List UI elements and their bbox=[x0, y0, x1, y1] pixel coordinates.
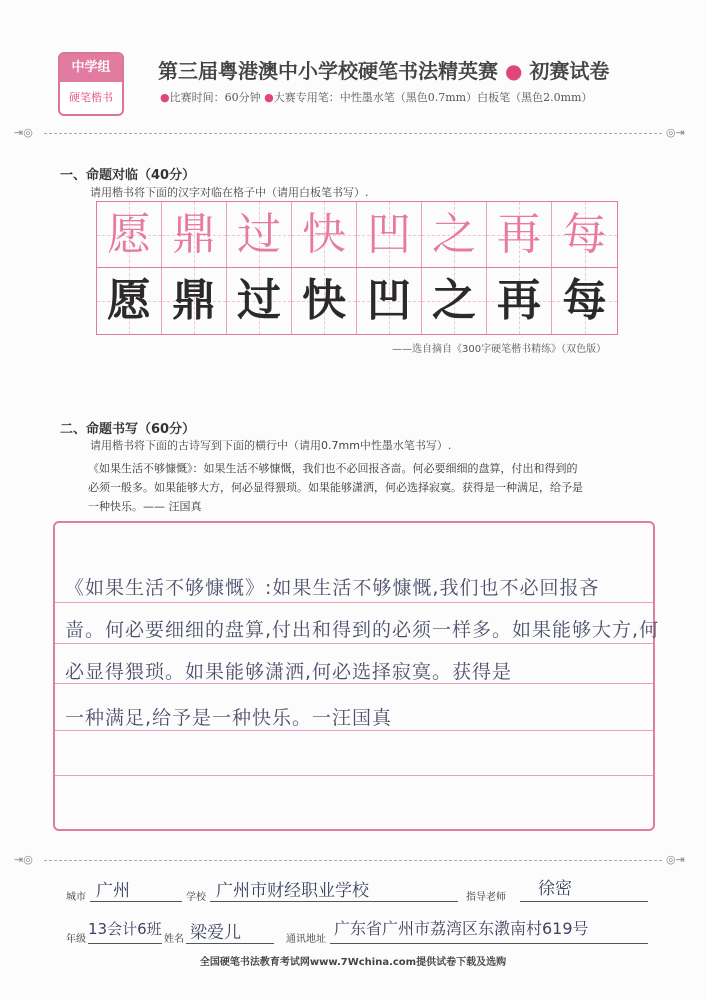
city-label: 城市 bbox=[66, 892, 86, 903]
exam-title-main: 第三届粤港澳中小学校硬笔书法精英赛 bbox=[158, 59, 498, 83]
address-label: 通讯地址 bbox=[286, 934, 326, 945]
model-character: 凹 bbox=[367, 209, 411, 260]
model-character: 愿 bbox=[107, 209, 151, 260]
grid-cell bbox=[552, 268, 617, 334]
exam-info bbox=[160, 89, 592, 105]
teacher-underline bbox=[520, 901, 648, 902]
grid-cell bbox=[487, 202, 552, 268]
bullet-icon: ● bbox=[160, 91, 170, 104]
grid-cell bbox=[487, 268, 552, 334]
footer-note: 全国硬笔书法教育考试网www.7Wchina.com提供试卷下载及选购 bbox=[199, 957, 507, 968]
exam-time: 比赛时间：60分钟 bbox=[169, 91, 261, 104]
grid-cell bbox=[357, 268, 422, 334]
source-citation: ——选自摘自《300字硬笔楷书精练》（双色版） bbox=[392, 344, 607, 355]
writing-area bbox=[53, 521, 660, 831]
poem-line: 一种快乐。—— 汪国真 bbox=[88, 500, 202, 513]
ruled-line bbox=[55, 730, 653, 731]
cut-line-top bbox=[44, 133, 662, 134]
written-character: 快 bbox=[302, 275, 346, 326]
section1-title: 一、命题对临（40分） bbox=[60, 168, 196, 183]
city-value: 广州 bbox=[96, 881, 130, 901]
exam-title bbox=[158, 55, 609, 84]
bullet-icon: ● bbox=[264, 91, 274, 104]
written-character: 鼎 bbox=[172, 275, 216, 326]
poem-line: 《如果生活不够慷慨》：如果生活不够慷慨，我们也不必回报吝啬。何必要细细的盘算，付出和得到的 bbox=[88, 462, 578, 475]
handwritten-line: 一种满足,给予是一种快乐。一汪国真 bbox=[65, 707, 393, 729]
grid-cell bbox=[227, 268, 292, 334]
grid-cell bbox=[227, 202, 292, 268]
city-underline bbox=[90, 901, 182, 902]
section1-instruction: 请用楷书将下面的汉字对临在格子中（请用白板笔书写）. bbox=[90, 186, 369, 199]
model-character: 再 bbox=[497, 209, 541, 260]
grid-cell bbox=[97, 202, 162, 268]
exam-pen: 大赛专用笔：中性墨水笔（黑色0.7mm）白板笔（黑色2.0mm） bbox=[273, 91, 593, 104]
handwritten-row bbox=[97, 268, 617, 334]
grid-cell bbox=[162, 268, 227, 334]
grid-cell bbox=[292, 202, 357, 268]
address-value: 广东省广州市荔湾区东漖南村619号 bbox=[334, 919, 589, 938]
grid-cell bbox=[97, 268, 162, 334]
grade-underline bbox=[88, 943, 162, 944]
scissors-icon: ⇥◎ bbox=[14, 126, 33, 139]
grid-cell bbox=[422, 268, 487, 334]
grade-label: 年级 bbox=[66, 934, 86, 945]
model-character: 每 bbox=[562, 209, 607, 260]
name-underline bbox=[186, 943, 274, 944]
teacher-value: 徐密 bbox=[538, 879, 572, 899]
cut-line-bottom bbox=[44, 860, 662, 861]
handwritten-line: 《如果生活不够慷慨》:如果生活不够慷慨,我们也不必回报吝 bbox=[65, 577, 600, 599]
section2-instruction: 请用楷书将下面的古诗写到下面的横行中（请用0.7mm中性墨水笔书写）. bbox=[90, 439, 452, 452]
written-character: 凹 bbox=[367, 275, 411, 326]
handwritten-line: 必显得猥琐。如果能够潇洒,何必选择寂寞。获得是 bbox=[65, 661, 513, 683]
written-character: 再 bbox=[497, 275, 541, 326]
written-character: 愿 bbox=[107, 275, 151, 326]
group-badge bbox=[58, 52, 124, 116]
model-character: 鼎 bbox=[172, 209, 216, 260]
grade-value: 13会计6班 bbox=[88, 920, 162, 938]
school-underline bbox=[210, 901, 458, 902]
model-character: 快 bbox=[302, 209, 346, 260]
written-character: 每 bbox=[562, 275, 607, 326]
section2-title: 二、命题书写（60分） bbox=[60, 422, 196, 437]
poem-text bbox=[88, 459, 666, 516]
written-character: 之 bbox=[432, 275, 476, 326]
badge-category-label: 硬笔楷书 bbox=[69, 91, 113, 104]
exam-title-suffix: 初赛试卷 bbox=[529, 59, 610, 83]
grid-cell bbox=[357, 202, 422, 268]
scissors-icon: ◎⇥ bbox=[666, 853, 685, 866]
school-label: 学校 bbox=[186, 892, 206, 903]
grid-cell bbox=[292, 268, 357, 334]
name-value: 梁爱儿 bbox=[190, 923, 241, 943]
ruled-line bbox=[55, 602, 653, 603]
scissors-icon: ⇥◎ bbox=[14, 853, 33, 866]
written-character: 过 bbox=[237, 275, 281, 326]
name-label: 姓名 bbox=[164, 934, 184, 945]
model-row bbox=[97, 202, 617, 268]
model-character: 过 bbox=[237, 209, 281, 260]
grid-cell bbox=[162, 202, 227, 268]
bullet-icon: ● bbox=[504, 59, 523, 83]
handwritten-line: 啬。何必要细细的盘算,付出和得到的必须一样多。如果能够大方,何 bbox=[65, 619, 660, 641]
model-character: 之 bbox=[432, 209, 476, 260]
grid-row-divider bbox=[97, 267, 617, 268]
poem-line: 必须一般多。如果能够大方，何必显得猥琐。如果能够潇洒，何必选择寂寞。获得是一种满足，给予是 bbox=[88, 481, 583, 494]
school-value: 广州市财经职业学校 bbox=[216, 881, 369, 901]
teacher-label: 指导老师 bbox=[466, 892, 506, 903]
grid-cell bbox=[422, 202, 487, 268]
copy-grid bbox=[96, 201, 618, 335]
badge-group-label: 中学组 bbox=[60, 54, 122, 82]
grid-cell bbox=[552, 202, 617, 268]
ruled-line bbox=[55, 643, 653, 644]
ruled-line bbox=[55, 775, 653, 776]
scissors-icon: ◎⇥ bbox=[666, 126, 685, 139]
address-underline bbox=[330, 943, 648, 944]
